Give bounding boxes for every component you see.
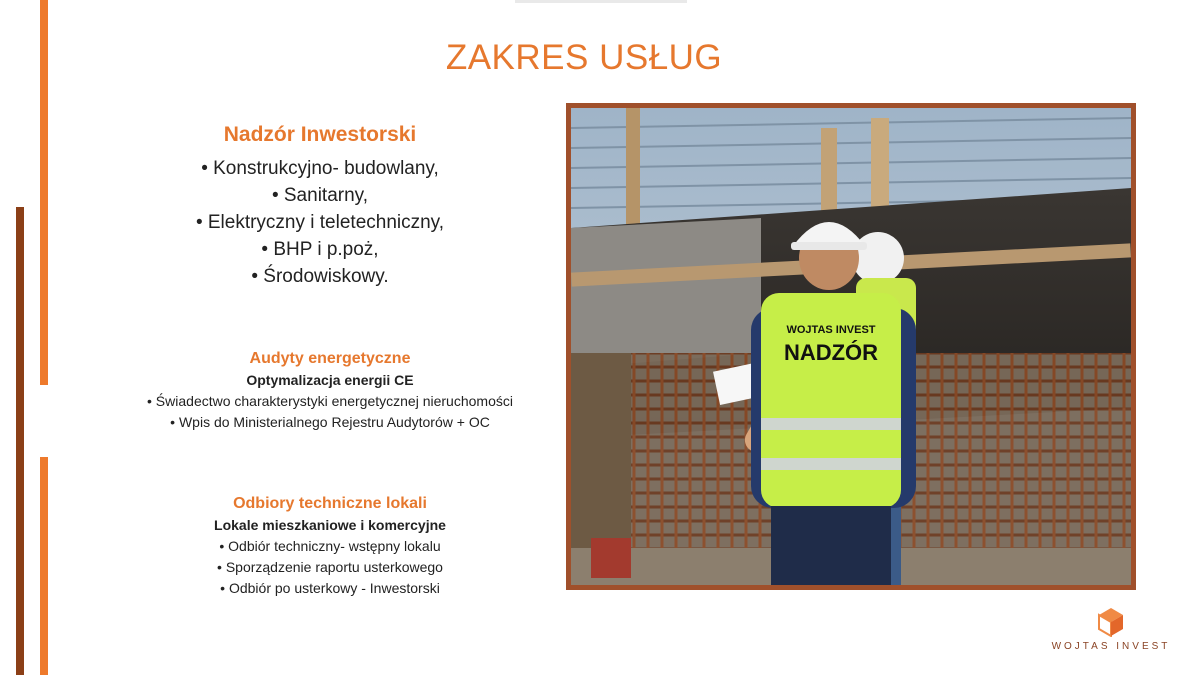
section-heading: Odbiory techniczne lokali	[233, 495, 427, 512]
logo-text: WOJTAS INVEST	[1051, 641, 1171, 652]
list-item: • Konstrukcyjno- budowlany,	[201, 158, 439, 179]
list-item: • Odbiór techniczny- wstępny lokalu	[219, 538, 441, 554]
section-audyty-energetyczne	[90, 348, 570, 433]
list-item: • Sporządzenie raportu usterkowego	[217, 559, 443, 575]
list-item: • Świadectwo charakterystyki energetycznej nieruchomości	[147, 393, 513, 409]
section-heading: Audyty energetyczne	[249, 350, 411, 367]
list-item: • Wpis do Ministerialnego Rejestru Audytorów + OC	[170, 414, 490, 430]
accent-bar-bottom	[40, 457, 48, 675]
list-item: • Odbiór po usterkowy - Inwestorski	[220, 580, 440, 596]
list-item: • Środowiskowy.	[251, 266, 389, 287]
company-logo	[1050, 607, 1172, 652]
section-heading: Nadzór Inwestorski	[223, 123, 417, 146]
page-title: ZAKRES USŁUG	[445, 38, 723, 77]
accent-bar-mid	[16, 207, 24, 675]
section-subheading: Lokale mieszkaniowe i komercyjne	[214, 517, 446, 533]
top-tab-decoration	[515, 0, 687, 3]
list-item: • Sanitarny,	[271, 185, 369, 206]
vest-text-line2: NADZÓR	[783, 340, 879, 365]
construction-site-photo	[571, 108, 1131, 585]
list-item: • BHP i p.poż,	[261, 239, 379, 260]
cube-logo-icon	[1098, 607, 1124, 637]
section-nadzor-inwestorski	[150, 123, 490, 290]
section-odbiory-techniczne	[110, 493, 550, 599]
section-subheading: Optymalizacja energii CE	[246, 372, 414, 388]
list-item: • Elektryczny i teletechniczny,	[195, 212, 445, 233]
vest-text-line1: WOJTAS INVEST	[786, 324, 876, 336]
photo-frame	[566, 103, 1136, 590]
